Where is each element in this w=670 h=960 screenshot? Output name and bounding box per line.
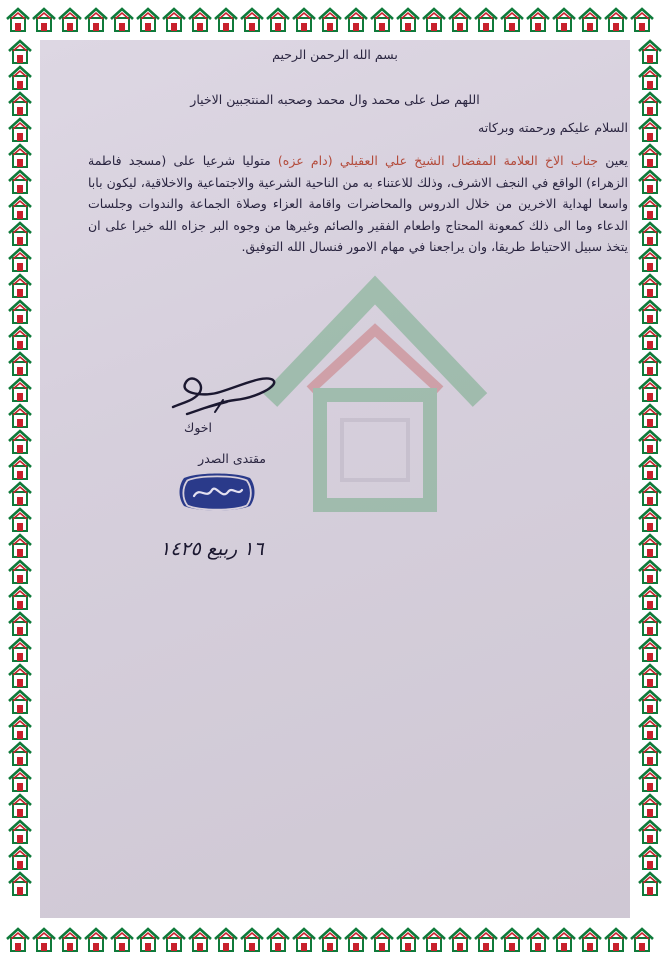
border-motif-icon — [59, 929, 81, 951]
border-motif-icon — [639, 119, 661, 141]
body-main: متوليا شرعيا على (مسجد فاطمة الزهراء) الواقع في النجف الاشرف، وذلك للاعتناء به من الناحية الشرعية والاجتماعية والاخلاقية، ليكون بابا واسعا لهداية الاخرين من خلال الدروس والمحاضرات واقامة العزاء وصلاة الجماعة والندوات وجلسات الدعاء وما الى ذلك كمعونة المحتاج واطعام الفقير والصائم وغيرها من وجوه البر جزاه الله خيرا على ان يتخذ سبيل الاحتياط طريقا، وان يراجعنا في مهام الامور فنسال الله التوفيق. — [88, 153, 628, 254]
border-motif-icon — [9, 353, 31, 375]
border-motif-icon — [9, 509, 31, 531]
border-motif-icon — [241, 9, 263, 31]
border-motif-icon — [501, 9, 523, 31]
border-motif-icon — [639, 795, 661, 817]
decorative-border-right — [632, 38, 670, 922]
border-motif-icon — [111, 929, 133, 951]
border-motif-icon — [9, 535, 31, 557]
border-motif-icon — [9, 93, 31, 115]
border-motif-icon — [163, 929, 185, 951]
border-motif-icon — [7, 929, 29, 951]
border-motif-icon — [163, 9, 185, 31]
greeting: السلام عليكم ورحمته وبركاته — [478, 120, 628, 135]
border-motif-icon — [639, 769, 661, 791]
border-motif-icon — [639, 197, 661, 219]
border-motif-icon — [423, 929, 445, 951]
border-motif-icon — [553, 9, 575, 31]
border-motif-icon — [9, 483, 31, 505]
border-motif-icon — [605, 929, 627, 951]
border-motif-icon — [639, 41, 661, 63]
border-motif-icon — [639, 249, 661, 271]
handwritten-signature — [165, 362, 280, 422]
border-motif-icon — [9, 639, 31, 661]
closing-label: اخوك — [184, 420, 212, 435]
border-motif-icon — [527, 929, 549, 951]
border-motif-icon — [639, 223, 661, 245]
border-motif-icon — [189, 929, 211, 951]
border-motif-icon — [579, 929, 601, 951]
border-motif-icon — [9, 405, 31, 427]
border-motif-icon — [189, 9, 211, 31]
border-motif-icon — [293, 9, 315, 31]
border-motif-icon — [449, 9, 471, 31]
border-motif-icon — [319, 9, 341, 31]
basmala: بسم الله الرحمن الرحيم — [272, 47, 398, 62]
border-motif-icon — [33, 9, 55, 31]
border-motif-icon — [293, 929, 315, 951]
border-motif-icon — [631, 929, 653, 951]
border-motif-icon — [137, 929, 159, 951]
border-motif-icon — [639, 665, 661, 687]
border-motif-icon — [9, 67, 31, 89]
border-motif-icon — [639, 873, 661, 895]
border-motif-icon — [639, 275, 661, 297]
border-motif-icon — [371, 929, 393, 951]
body-intro: يعين — [605, 153, 628, 168]
border-motif-icon — [9, 379, 31, 401]
border-motif-icon — [639, 379, 661, 401]
border-motif-icon — [9, 769, 31, 791]
border-motif-icon — [639, 639, 661, 661]
border-motif-icon — [639, 613, 661, 635]
border-motif-icon — [9, 665, 31, 687]
border-motif-icon — [631, 9, 653, 31]
border-motif-icon — [475, 9, 497, 31]
border-motif-icon — [397, 929, 419, 951]
border-motif-icon — [33, 929, 55, 951]
border-motif-icon — [9, 327, 31, 349]
border-motif-icon — [639, 457, 661, 479]
border-motif-icon — [639, 561, 661, 583]
border-motif-icon — [9, 197, 31, 219]
border-motif-icon — [85, 9, 107, 31]
border-motif-icon — [85, 929, 107, 951]
handwritten-date: ١٦ ربيع ١٤٢٥ — [160, 538, 264, 560]
decorative-border-top — [0, 0, 670, 38]
border-motif-icon — [605, 9, 627, 31]
border-motif-icon — [639, 743, 661, 765]
border-motif-icon — [639, 171, 661, 193]
border-motif-icon — [639, 301, 661, 323]
letter-body — [88, 150, 628, 258]
border-motif-icon — [553, 929, 575, 951]
signer-name: مقتدى الصدر — [198, 451, 266, 466]
border-motif-icon — [9, 145, 31, 167]
border-motif-icon — [639, 847, 661, 869]
border-motif-icon — [9, 847, 31, 869]
border-motif-icon — [9, 431, 31, 453]
decorative-border-left — [0, 38, 38, 922]
border-motif-icon — [449, 929, 471, 951]
border-motif-icon — [267, 9, 289, 31]
border-motif-icon — [9, 301, 31, 323]
official-stamp — [178, 472, 256, 512]
border-motif-icon — [639, 405, 661, 427]
border-motif-icon — [9, 119, 31, 141]
border-motif-icon — [9, 275, 31, 297]
border-motif-icon — [579, 9, 601, 31]
border-motif-icon — [423, 9, 445, 31]
border-motif-icon — [9, 249, 31, 271]
border-motif-icon — [639, 821, 661, 843]
border-motif-icon — [345, 929, 367, 951]
border-motif-icon — [639, 717, 661, 739]
border-motif-icon — [639, 691, 661, 713]
border-motif-icon — [639, 327, 661, 349]
mosque-watermark-icon — [250, 270, 500, 520]
border-motif-icon — [9, 743, 31, 765]
border-motif-icon — [9, 795, 31, 817]
border-motif-icon — [111, 9, 133, 31]
border-motif-icon — [639, 353, 661, 375]
border-motif-icon — [9, 223, 31, 245]
border-motif-icon — [241, 929, 263, 951]
border-motif-icon — [9, 821, 31, 843]
border-motif-icon — [9, 457, 31, 479]
border-motif-icon — [267, 929, 289, 951]
border-motif-icon — [9, 691, 31, 713]
border-motif-icon — [501, 929, 523, 951]
border-motif-icon — [319, 929, 341, 951]
border-motif-icon — [137, 9, 159, 31]
salawat: اللهم صل على محمد وال محمد وصحبه المنتجبين الاخيار — [190, 92, 480, 107]
border-motif-icon — [639, 509, 661, 531]
border-motif-icon — [9, 717, 31, 739]
border-motif-icon — [371, 9, 393, 31]
border-motif-icon — [475, 929, 497, 951]
border-motif-icon — [397, 9, 419, 31]
border-motif-icon — [639, 67, 661, 89]
border-motif-icon — [9, 41, 31, 63]
appointee-name: جناب الاخ العلامة المفضال الشيخ علي العقيلي (دام عزه) — [277, 153, 598, 168]
decorative-border-bottom — [0, 922, 670, 960]
border-motif-icon — [9, 587, 31, 609]
border-motif-icon — [9, 873, 31, 895]
border-motif-icon — [639, 431, 661, 453]
border-motif-icon — [9, 561, 31, 583]
border-motif-icon — [215, 929, 237, 951]
border-motif-icon — [639, 483, 661, 505]
border-motif-icon — [7, 9, 29, 31]
border-motif-icon — [215, 9, 237, 31]
border-motif-icon — [9, 613, 31, 635]
border-motif-icon — [59, 9, 81, 31]
border-motif-icon — [639, 93, 661, 115]
border-motif-icon — [527, 9, 549, 31]
border-motif-icon — [639, 145, 661, 167]
border-motif-icon — [639, 535, 661, 557]
border-motif-icon — [9, 171, 31, 193]
border-motif-icon — [345, 9, 367, 31]
border-motif-icon — [639, 587, 661, 609]
